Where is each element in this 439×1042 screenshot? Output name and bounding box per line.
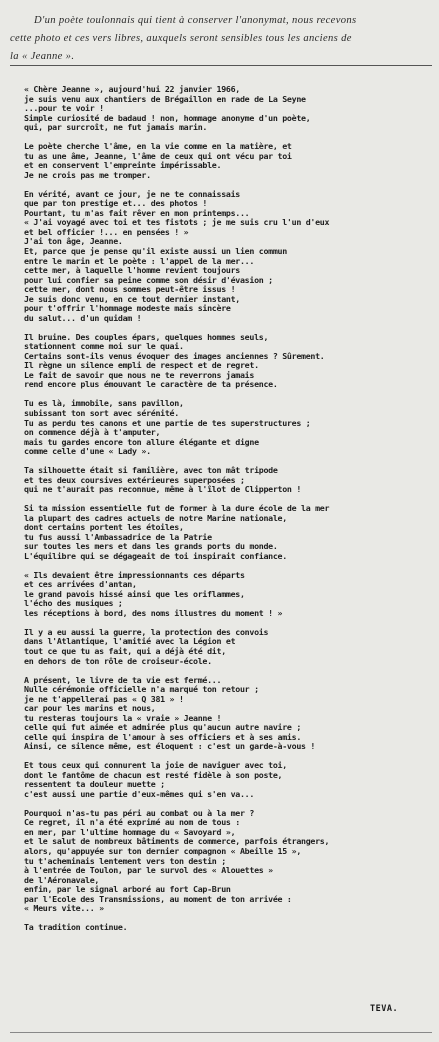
poem-line: à l'entrée de Toulon, par le survol des « Alouettes » <box>24 866 273 876</box>
poem-stanza <box>24 676 429 752</box>
poem-line: rend encore plus émouvant le caractère de ta présence. <box>24 380 278 390</box>
poem-line: Il bruine. Des couples épars, quelques hommes seuls, <box>24 332 269 342</box>
poem-line: et le salut de nombreux bâtiments de commerce, parfois étrangers, <box>24 837 330 847</box>
poem-stanza <box>24 809 429 914</box>
poem-line: comme celle d'une « Lady ». <box>24 447 151 457</box>
poem-line: et ces arrivées d'antan, <box>24 580 137 590</box>
poem-line: tout ce que tu as fait, qui a déjà été dit, <box>24 647 226 657</box>
poem-line: et en conservent l'empreinte impérissable. <box>24 161 222 171</box>
signature: TEVA. <box>370 1004 399 1014</box>
poem-line: dans l'Atlantique, l'amitié avec la Légion et <box>24 637 236 647</box>
divider <box>10 65 432 66</box>
poem-stanza <box>24 333 429 390</box>
poem-line: Ta silhouette était si familière, avec ton mât tripode <box>24 466 278 476</box>
poem-line: pour t'offrir l'hommage modeste mais sincère <box>24 304 231 314</box>
poem-line: tu fus aussi l'Ambassadrice de la Patrie <box>24 532 212 542</box>
poem-stanza <box>24 761 429 799</box>
poem-line: Il règne un silence empli de respect et de regret. <box>24 361 259 371</box>
poem-line: Ainsi, ce silence même, est éloquent : c'est un garde-à-vous ! <box>24 742 316 752</box>
poem-line: Pourquoi n'as-tu pas péri au combat ou à la mer ? <box>24 808 255 818</box>
poem-line: « Ils devaient être impressionnants ces départs <box>24 570 245 580</box>
intro-line: D'un poète toulonnais qui tient à conserver l'anonymat, nous recevons <box>34 15 357 26</box>
poem-line: ...pour te voir ! <box>24 104 104 114</box>
poem-line: Il y a eu aussi la guerre, la protection des convois <box>24 627 269 637</box>
poem-line: et bel officier !... en pensées ! » <box>24 227 189 237</box>
poem-closing-line: Ta tradition continue. <box>24 923 128 933</box>
intro-note <box>10 12 432 66</box>
poem-line: alors, qu'appuyée sur ton dernier compagnon « Abeille 15 », <box>24 847 302 857</box>
poem-stanza <box>24 571 429 619</box>
poem-line: tu t'acheminais lentement vers ton destin ; <box>24 856 226 866</box>
poem-line: tu as une âme, Jeanne, l'âme de ceux qui ont vécu par toi <box>24 151 292 161</box>
poem-line: car pour les marins et nous, <box>24 704 156 714</box>
poem-line: Tu as perdu tes canons et une partie de tes superstructures ; <box>24 418 311 428</box>
poem-line: ressentent ta douleur muette ; <box>24 780 165 790</box>
poem-line: qui, par surcroît, ne fut jamais marin. <box>24 123 208 133</box>
poem-line: en dehors de ton rôle de croiseur-école. <box>24 656 212 666</box>
poem-line: Et, parce que je pense qu'il existe aussi un lien commun <box>24 246 287 256</box>
poem-line: Je ne crois pas me tromper. <box>24 170 151 180</box>
poem-line: Si ta mission essentielle fut de former à la dure école de la mer <box>24 504 330 514</box>
poem-line: subissant ton sort avec sérénité. <box>24 408 179 418</box>
poem-line: on commence déjà à t'amputer, <box>24 428 161 438</box>
poem-line: que par ton prestige et... des photos ! <box>24 199 208 209</box>
poem-line: qui ne t'aurait pas reconnue, même à l'îlot de Clipperton ! <box>24 485 302 495</box>
poem-line: par l'Ecole des Transmissions, au moment de ton arrivée : <box>24 894 292 904</box>
intro-line: cette photo et ces vers libres, auxquels seront sensibles tous les anciens de <box>10 33 352 44</box>
poem-line: Et tous ceux qui connurent la joie de naviguer avec toi, <box>24 761 287 771</box>
poem-line: dont certains portent les étoiles, <box>24 523 184 533</box>
poem-line: mais tu gardes encore ton allure élégante et digne <box>24 437 259 447</box>
poem-stanza <box>24 190 429 324</box>
poem-line: J'ai ton âge, Jeanne. <box>24 237 123 247</box>
poem-line: Certains sont-ils venus évoquer des images anciennes ? Sûrement. <box>24 351 325 361</box>
poem-line: cette mer, dont nous sommes peut-être issus ! <box>24 285 236 295</box>
divider <box>10 1032 432 1033</box>
poem-line: Simple curiosité de badaud ! non, hommage anonyme d'un poète, <box>24 113 311 123</box>
poem-stanza <box>24 142 429 180</box>
poem-line: pour lui confier sa peine comme son désir d'évasion ; <box>24 275 273 285</box>
poem-line: le grand pavois hissé ainsi que les oriflammes, <box>24 589 245 599</box>
poem-line: « J'ai voyagé avec toi et tes fistots ; je me suis cru l'un d'eux <box>24 218 330 228</box>
poem-line: Le poète cherche l'âme, en la vie comme en la matière, et <box>24 142 292 152</box>
poem-line: entre le marin et le poète : l'appel de la mer... <box>24 256 255 266</box>
poem-line: de l'Aéronavale, <box>24 875 100 885</box>
poem-line: c'est aussi une partie d'eux-mêmes qui s'en va... <box>24 789 255 799</box>
poem-line: l'écho des musiques ; <box>24 599 123 609</box>
poem-line: tu resteras toujours la « vraie » Jeanne ! <box>24 713 222 723</box>
poem-line: en mer, par l'ultime hommage du « Savoyard », <box>24 827 236 837</box>
poem-line: Ce regret, il n'a été exprimé au nom de tous : <box>24 818 240 828</box>
poem-line: celle qui fut aimée et admirée plus qu'aucun autre navire ; <box>24 723 302 733</box>
poem-line: la plupart des cadres actuels de notre Marine nationale, <box>24 513 287 523</box>
poem-line: A présent, le livre de ta vie est fermé... <box>24 675 222 685</box>
intro-line: la « Jeanne ». <box>10 51 75 62</box>
poem-line: Le fait de savoir que nous ne te reverrons jamais <box>24 370 255 380</box>
poem-line: En vérité, avant ce jour, je ne te connaissais <box>24 189 240 199</box>
poem-line: Pourtant, tu m'as fait rêver en mon printemps... <box>24 208 250 218</box>
poem-line: stationnent comme moi sur le quai. <box>24 342 184 352</box>
poem-line: je ne t'appellerai pas « Q 381 » ! <box>24 694 184 704</box>
poem-stanza <box>24 628 429 666</box>
poem-line: enfin, par le signal arboré au fort Cap-Brun <box>24 885 231 895</box>
poem-line: « Chère Jeanne », aujourd'hui 22 janvier 1966, <box>24 85 240 94</box>
poem-line: celle qui inspira de l'amour à ses officiers et à ses amis. <box>24 732 302 742</box>
poem-line: les réceptions à bord, des noms illustres du moment ! » <box>24 608 283 618</box>
poem-line: sur toutes les mers et dans les grands ports du monde. <box>24 542 278 552</box>
poem-stanza <box>24 85 429 133</box>
poem-stanza <box>24 504 429 561</box>
poem-line: cette mer, à laquelle l'homme revient toujours <box>24 266 240 276</box>
poem-body <box>24 85 429 933</box>
poem-line: L'équilibre qui se dégageait de toi inspirait confiance. <box>24 551 287 561</box>
poem-line: Je suis donc venu, en ce tout dernier instant, <box>24 294 240 304</box>
poem-line: je suis venu aux chantiers de Brégaillon en rade de La Seyne <box>24 94 306 104</box>
poem-line: « Meurs vite... » <box>24 904 104 914</box>
poem-stanza <box>24 466 429 495</box>
poem-line: Tu es là, immobile, sans pavillon, <box>24 399 184 409</box>
poem-line: dont le fantôme de chacun est resté fidèle à son poste, <box>24 770 283 780</box>
poem-line: Nulle cérémonie officielle n'a marqué ton retour ; <box>24 685 259 695</box>
poem-line: et tes deux coursives extérieures superposées ; <box>24 475 245 485</box>
poem-stanza <box>24 399 429 456</box>
poem-line: du salut... d'un quidam ! <box>24 313 142 323</box>
